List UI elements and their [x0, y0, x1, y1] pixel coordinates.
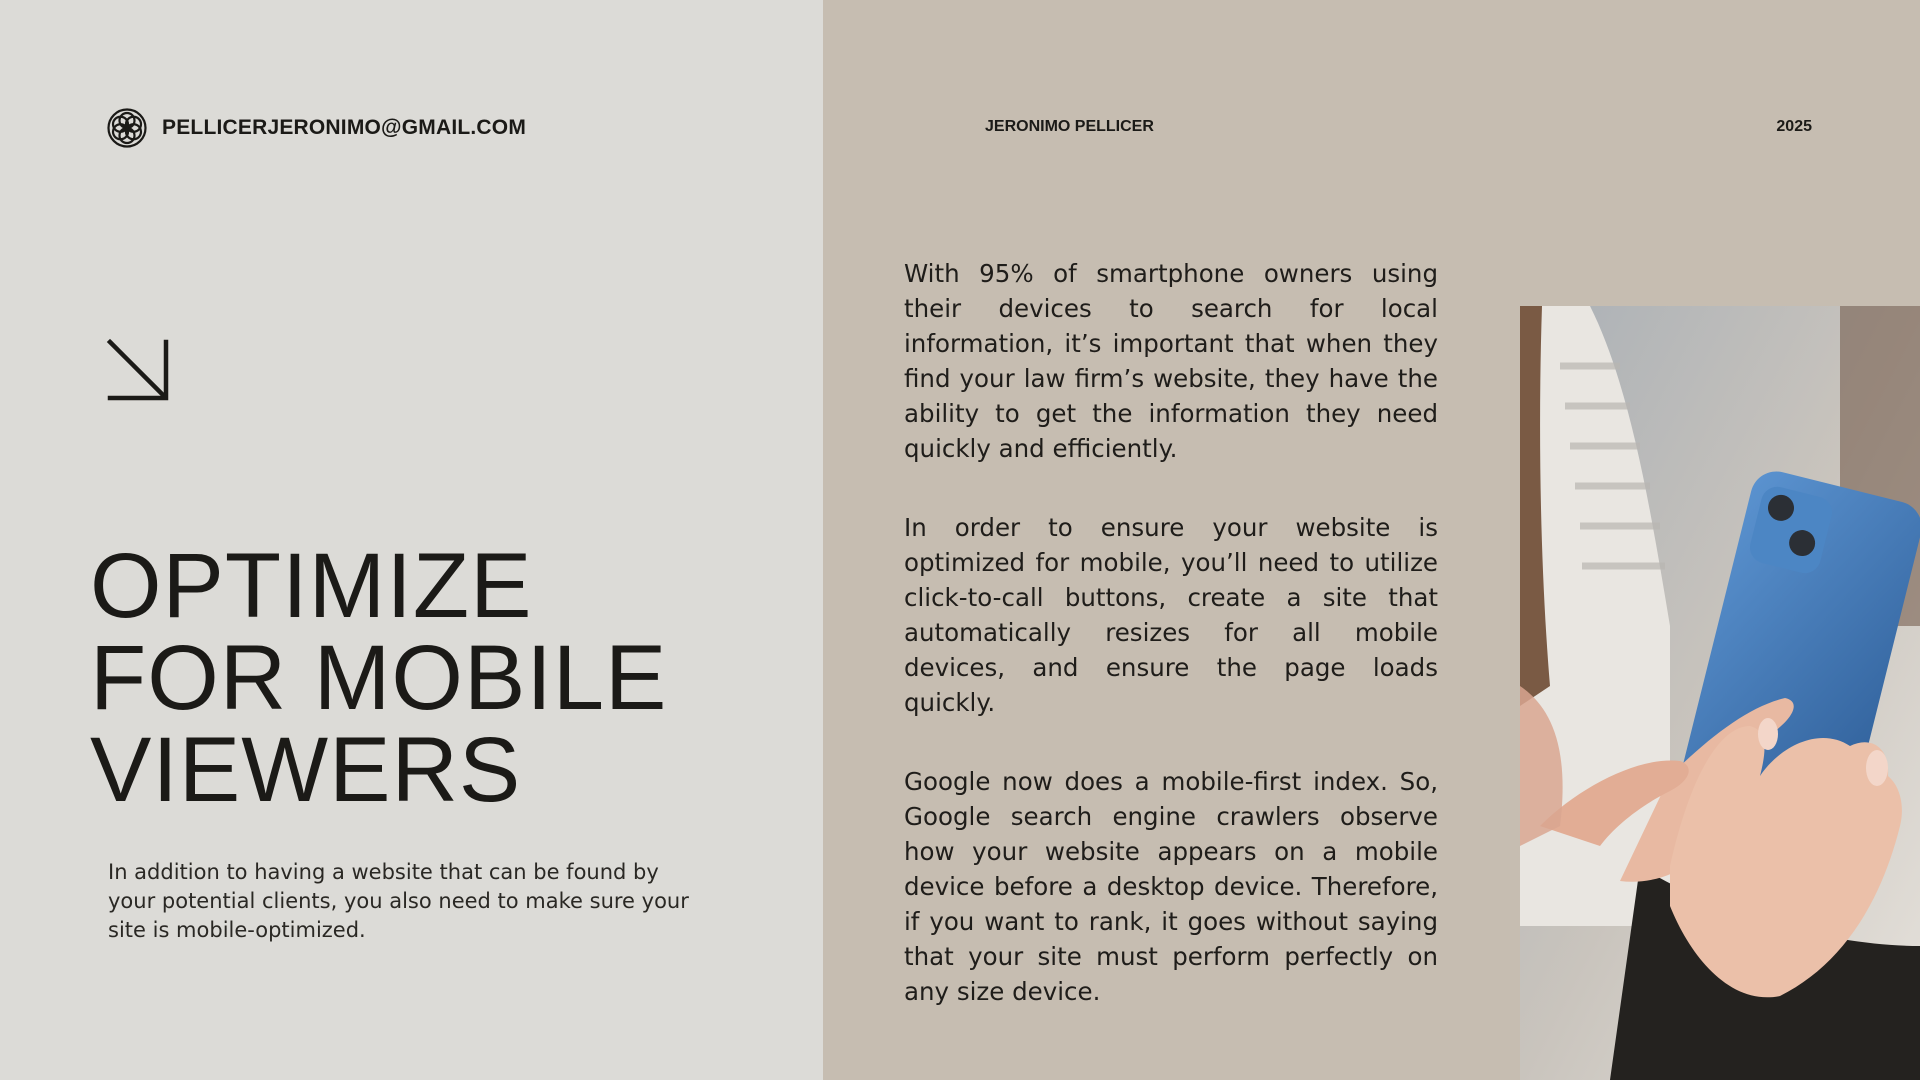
paragraph-3: Google now does a mobile-first index. So, Google search engine crawlers observe how your website appears on a mobile device before a desktop device. Therefore, if you want to rank, it goes without saying that your site must perform perfectly on any size device.	[904, 767, 1438, 1006]
body-copy	[904, 256, 1438, 1053]
header-email	[106, 106, 526, 150]
paragraph-2: In order to ensure your website is optimized for mobile, you’ll need to utilize click-to-call buttons, create a site that automatically resizes for all mobile devices, and ensure the page loads quickly.	[904, 513, 1438, 717]
woman-holding-blue-smartphone-photo	[1520, 306, 1920, 1080]
page-title	[90, 535, 668, 821]
email-address[interactable]: PELLICERJERONIMO@GMAIL.COM	[162, 116, 527, 139]
intro-text: In addition to having a website that can be found by your potential clients, you also need to make sure your site is mobile-optimized.	[108, 860, 689, 942]
title-line-1: OPTIMIZE	[90, 535, 533, 637]
author-name: JERONIMO PELLICER	[985, 118, 1154, 135]
title-line-2: FOR MOBILE	[90, 627, 668, 729]
flower-of-life-icon	[106, 107, 148, 149]
arrow-down-right-icon	[104, 336, 174, 406]
smartphone-photo	[1520, 306, 1920, 1080]
paragraph-1: With 95% of smartphone owners using their devices to search for local information, it’s important that when they find your law firm’s website, they have the ability to get the information they need quickly and efficiently.	[904, 259, 1438, 463]
title-line-3: VIEWERS	[90, 719, 522, 821]
year: 2025	[1776, 118, 1812, 135]
